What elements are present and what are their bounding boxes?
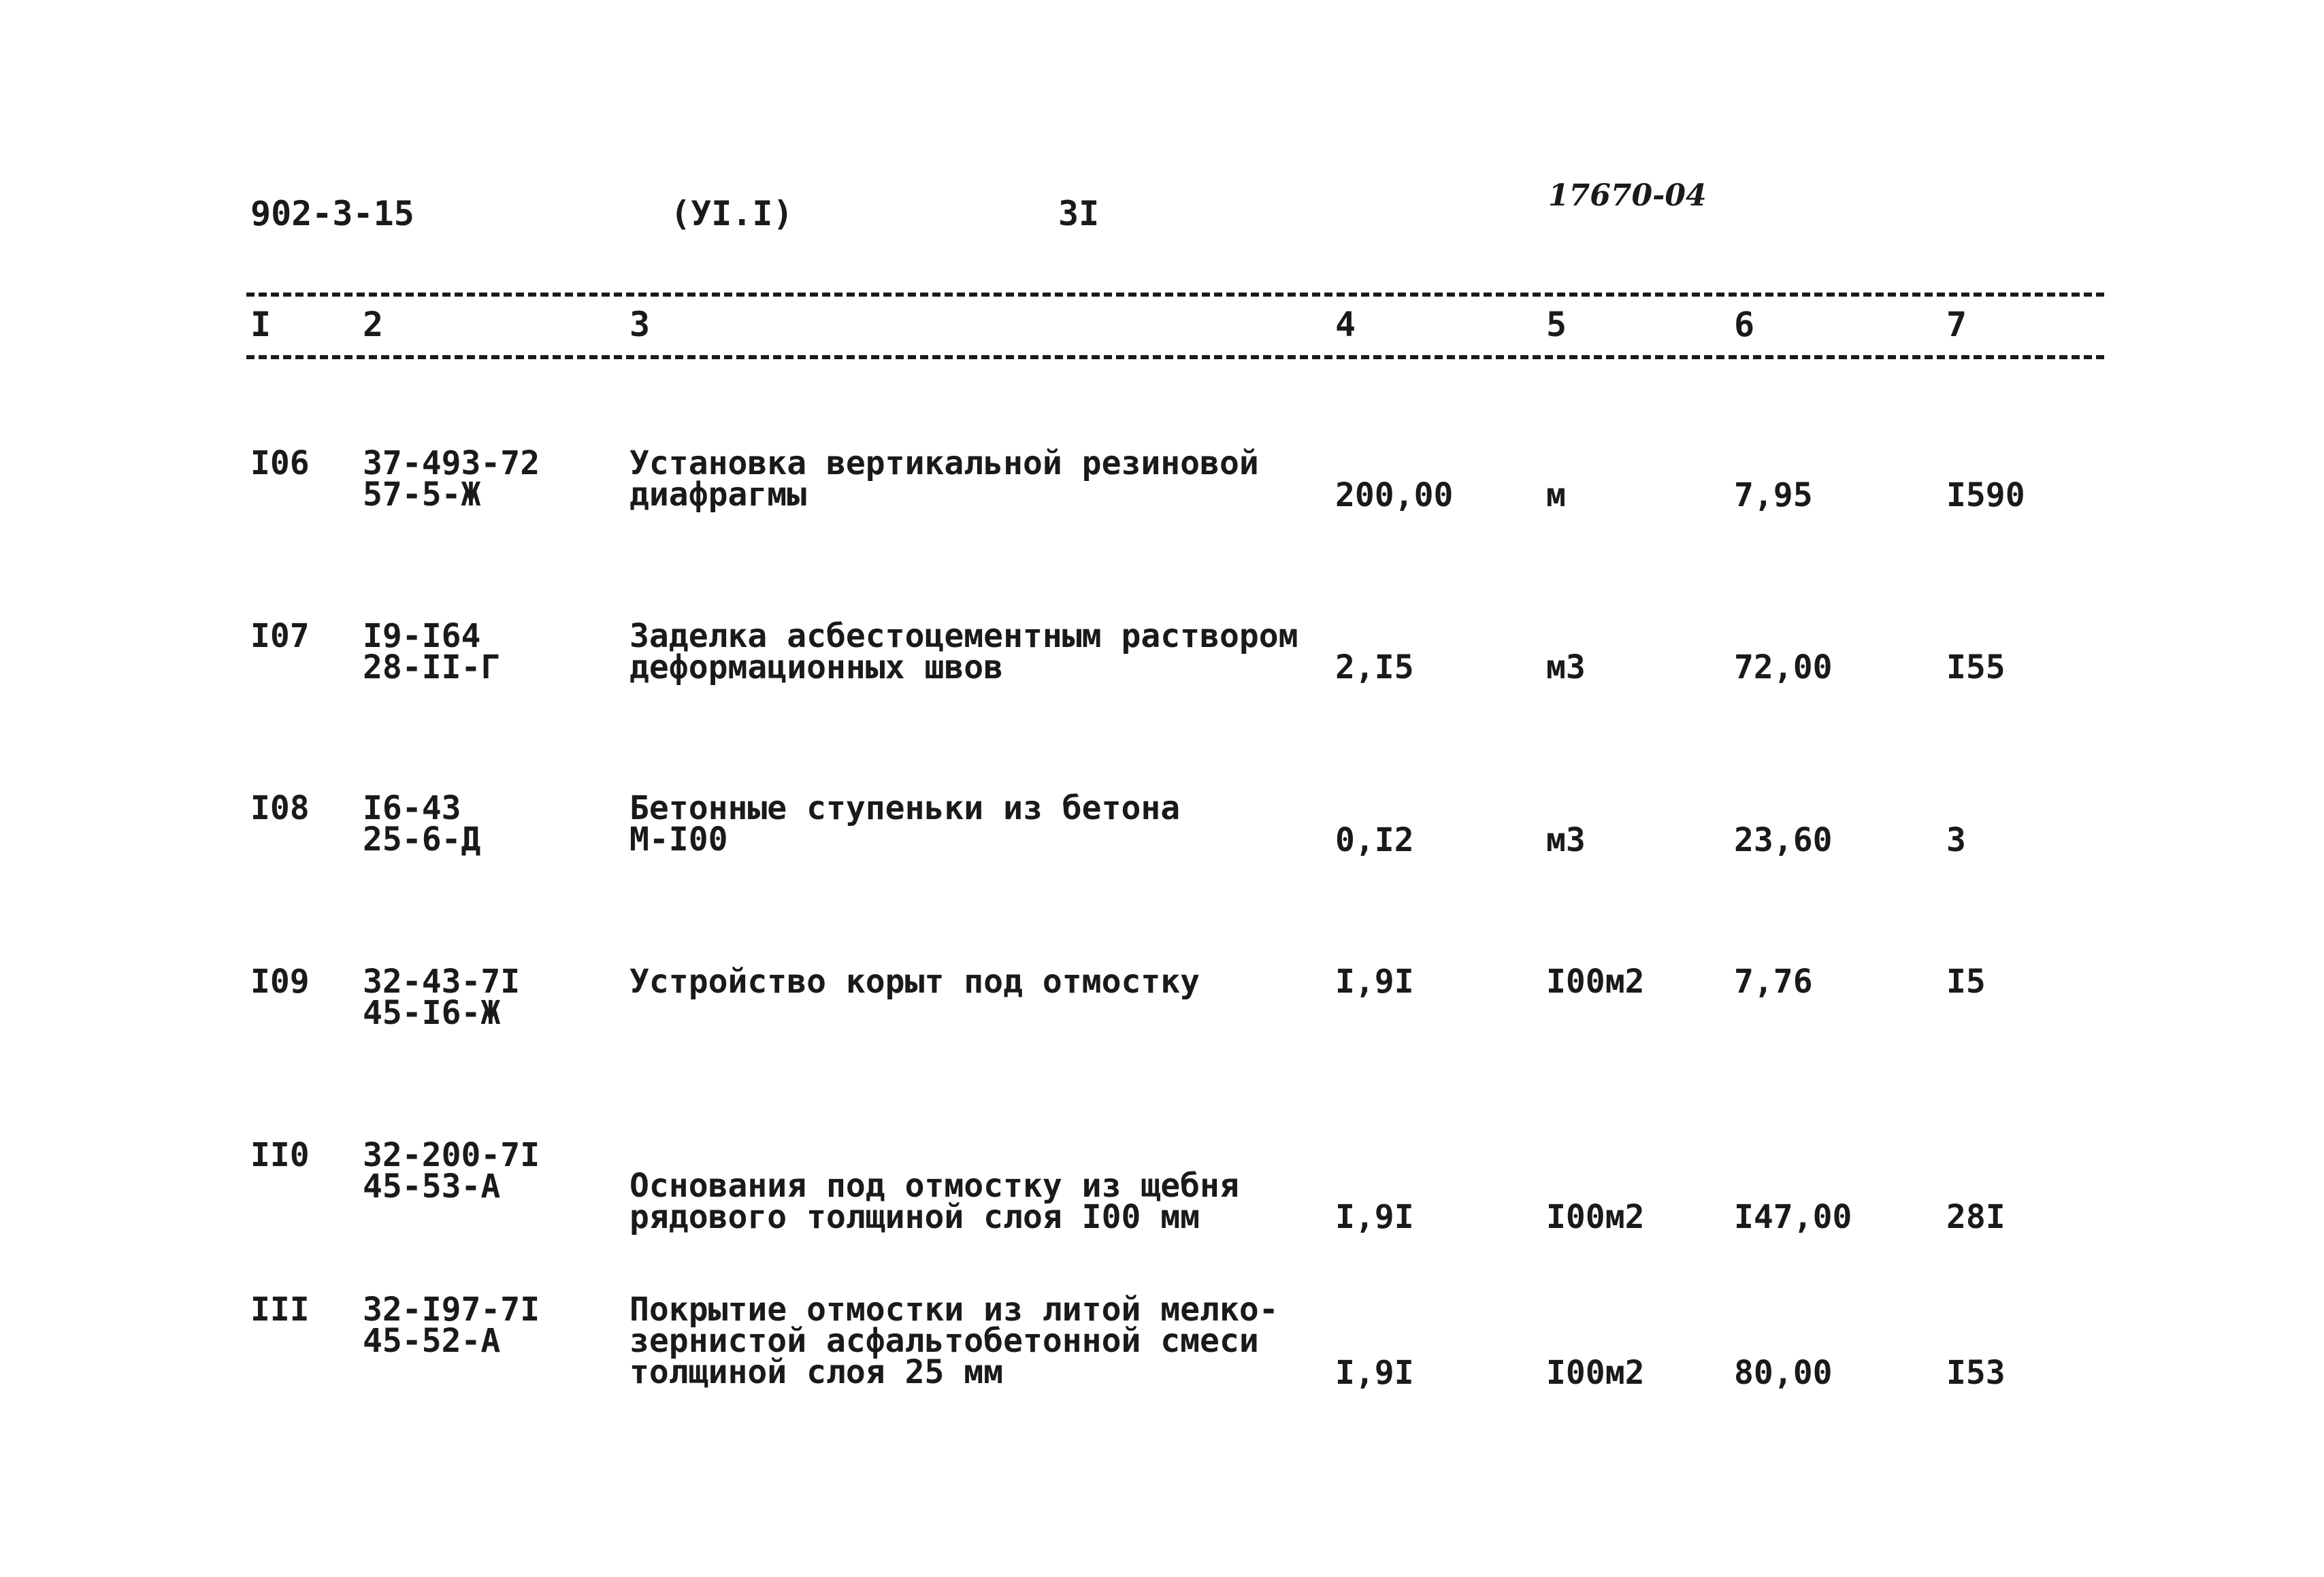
col-header-2: 2: [363, 305, 384, 344]
row-unit: м3: [1546, 648, 1586, 686]
row-price: 7,95: [1734, 476, 1813, 514]
row-price: 72,00: [1734, 648, 1833, 686]
row-code-1: 32-200-7I: [363, 1136, 540, 1174]
row-unit: I00м2: [1546, 1354, 1645, 1392]
row-number: I09: [250, 963, 310, 1001]
top-dashed-rule: [246, 293, 2104, 297]
row-desc-line-2: диафрагмы: [629, 476, 807, 514]
row-desc-line-2: М-I00: [629, 820, 728, 859]
row-desc-line-1: Заделка асбестоцементным раствором: [629, 617, 1298, 655]
row-unit: м: [1546, 476, 1566, 514]
row-desc-line-1: Установка вертикальной резиновой: [629, 444, 1259, 482]
row-quantity: I,9I: [1335, 1198, 1414, 1236]
col-header-5: 5: [1546, 305, 1567, 344]
row-desc-line-2: рядового толщиной слоя I00 мм: [629, 1198, 1200, 1236]
row-code-2: 45-52-А: [363, 1322, 501, 1360]
row-unit: м3: [1546, 821, 1586, 859]
col-header-1: I: [250, 305, 272, 344]
row-number: II0: [250, 1136, 310, 1174]
col-header-3: 3: [629, 305, 651, 344]
page-number: 3I: [1058, 194, 1100, 233]
row-total: 3: [1946, 821, 1966, 859]
handwritten-stamp: 17670-04: [1548, 178, 1707, 213]
row-total: I55: [1946, 648, 2006, 686]
row-code-1: I9-I64: [363, 617, 481, 655]
row-price: 23,60: [1734, 821, 1833, 859]
row-desc-line-1: Бетонные ступеньки из бетона: [629, 789, 1181, 827]
document-code: 902-3-15: [250, 194, 414, 233]
row-quantity: I,9I: [1335, 1354, 1414, 1392]
row-desc-line-1: Устройство корыт под отмостку: [629, 963, 1200, 1001]
row-number: III: [250, 1291, 310, 1329]
row-number: I07: [250, 617, 310, 655]
row-desc-line-3: толщиной слоя 25 мм: [629, 1353, 1004, 1391]
row-quantity: 2,I5: [1335, 648, 1414, 686]
row-desc-line-1: Покрытие отмостки из литой мелко-: [629, 1291, 1279, 1329]
row-total: 28I: [1946, 1198, 2006, 1236]
row-code-2: 57-5-Ж: [363, 476, 481, 514]
row-desc-line-1: Основания под отмостку из щебня: [629, 1167, 1239, 1205]
row-total: I5: [1946, 963, 1986, 1001]
row-quantity: I,9I: [1335, 963, 1414, 1001]
col-header-4: 4: [1335, 305, 1356, 344]
row-desc-line-2: деформационных швов: [629, 648, 1004, 686]
row-code-2: 45-53-А: [363, 1167, 501, 1206]
row-code-1: I6-43: [363, 789, 461, 827]
row-code-2: 25-6-Д: [363, 820, 481, 859]
row-code-2: 28-II-Г: [363, 648, 501, 686]
row-code-1: 32-I97-7I: [363, 1291, 540, 1329]
row-total: I590: [1946, 476, 2025, 514]
col-header-7: 7: [1946, 305, 1967, 344]
row-code-2: 45-I6-Ж: [363, 994, 501, 1032]
row-price: I47,00: [1734, 1198, 1852, 1236]
row-number: I08: [250, 789, 310, 827]
row-price: 7,76: [1734, 963, 1813, 1001]
section-label: (УI.I): [670, 194, 793, 233]
row-number: I06: [250, 444, 310, 482]
row-code-1: 32-43-7I: [363, 963, 521, 1001]
row-price: 80,00: [1734, 1354, 1833, 1392]
row-desc-line-2: зернистой асфальтобетонной смеси: [629, 1322, 1259, 1360]
row-total: I53: [1946, 1354, 2006, 1392]
row-quantity: 200,00: [1335, 476, 1454, 514]
row-unit: I00м2: [1546, 963, 1645, 1001]
bottom-dashed-rule: [246, 355, 2104, 359]
row-quantity: 0,I2: [1335, 821, 1414, 859]
row-code-1: 37-493-72: [363, 444, 540, 482]
col-header-6: 6: [1734, 305, 1755, 344]
row-unit: I00м2: [1546, 1198, 1645, 1236]
